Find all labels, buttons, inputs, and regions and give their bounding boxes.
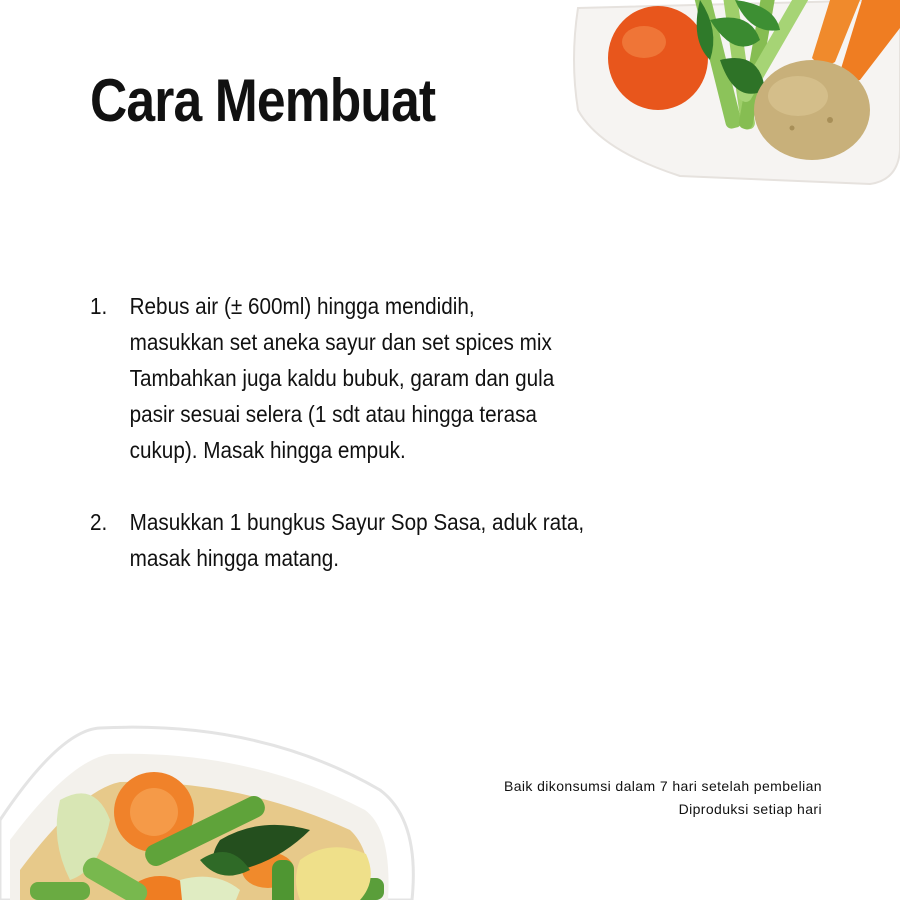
storage-note: [504, 775, 822, 821]
step-item: [90, 504, 612, 576]
shelf-life-note: Baik dikonsumsi dalam 7 hari setelah pembelian: [503, 778, 822, 794]
vegetable-soup-photo: [0, 720, 420, 900]
step-text-line: Tambahkan juga kaldu bubuk, garam dan gula: [129, 365, 555, 391]
step-text-line: masukkan set aneka sayur dan set spices mix: [129, 329, 552, 355]
step-text-line: Masukkan 1 bungkus Sayur Sop Sasa, aduk rata,: [129, 509, 585, 535]
recipe-steps-list: [90, 288, 670, 612]
step-text-line: cukup). Masak hingga empuk.: [129, 437, 406, 463]
step-text-line: masak hingga matang.: [129, 545, 340, 571]
step-text-line: pasir sesuai selera (1 sdt atau hingga terasa: [129, 401, 537, 427]
step-number: 1.: [90, 293, 108, 319]
production-note: Diproduksi setiap hari: [678, 801, 822, 817]
step-text-line: Rebus air (± 600ml) hingga mendidih,: [129, 293, 475, 319]
raw-vegetables-photo: [560, 0, 900, 190]
step-number: 2.: [90, 509, 108, 535]
step-item: [90, 288, 612, 468]
page-title: Cara Membuat: [90, 67, 436, 134]
